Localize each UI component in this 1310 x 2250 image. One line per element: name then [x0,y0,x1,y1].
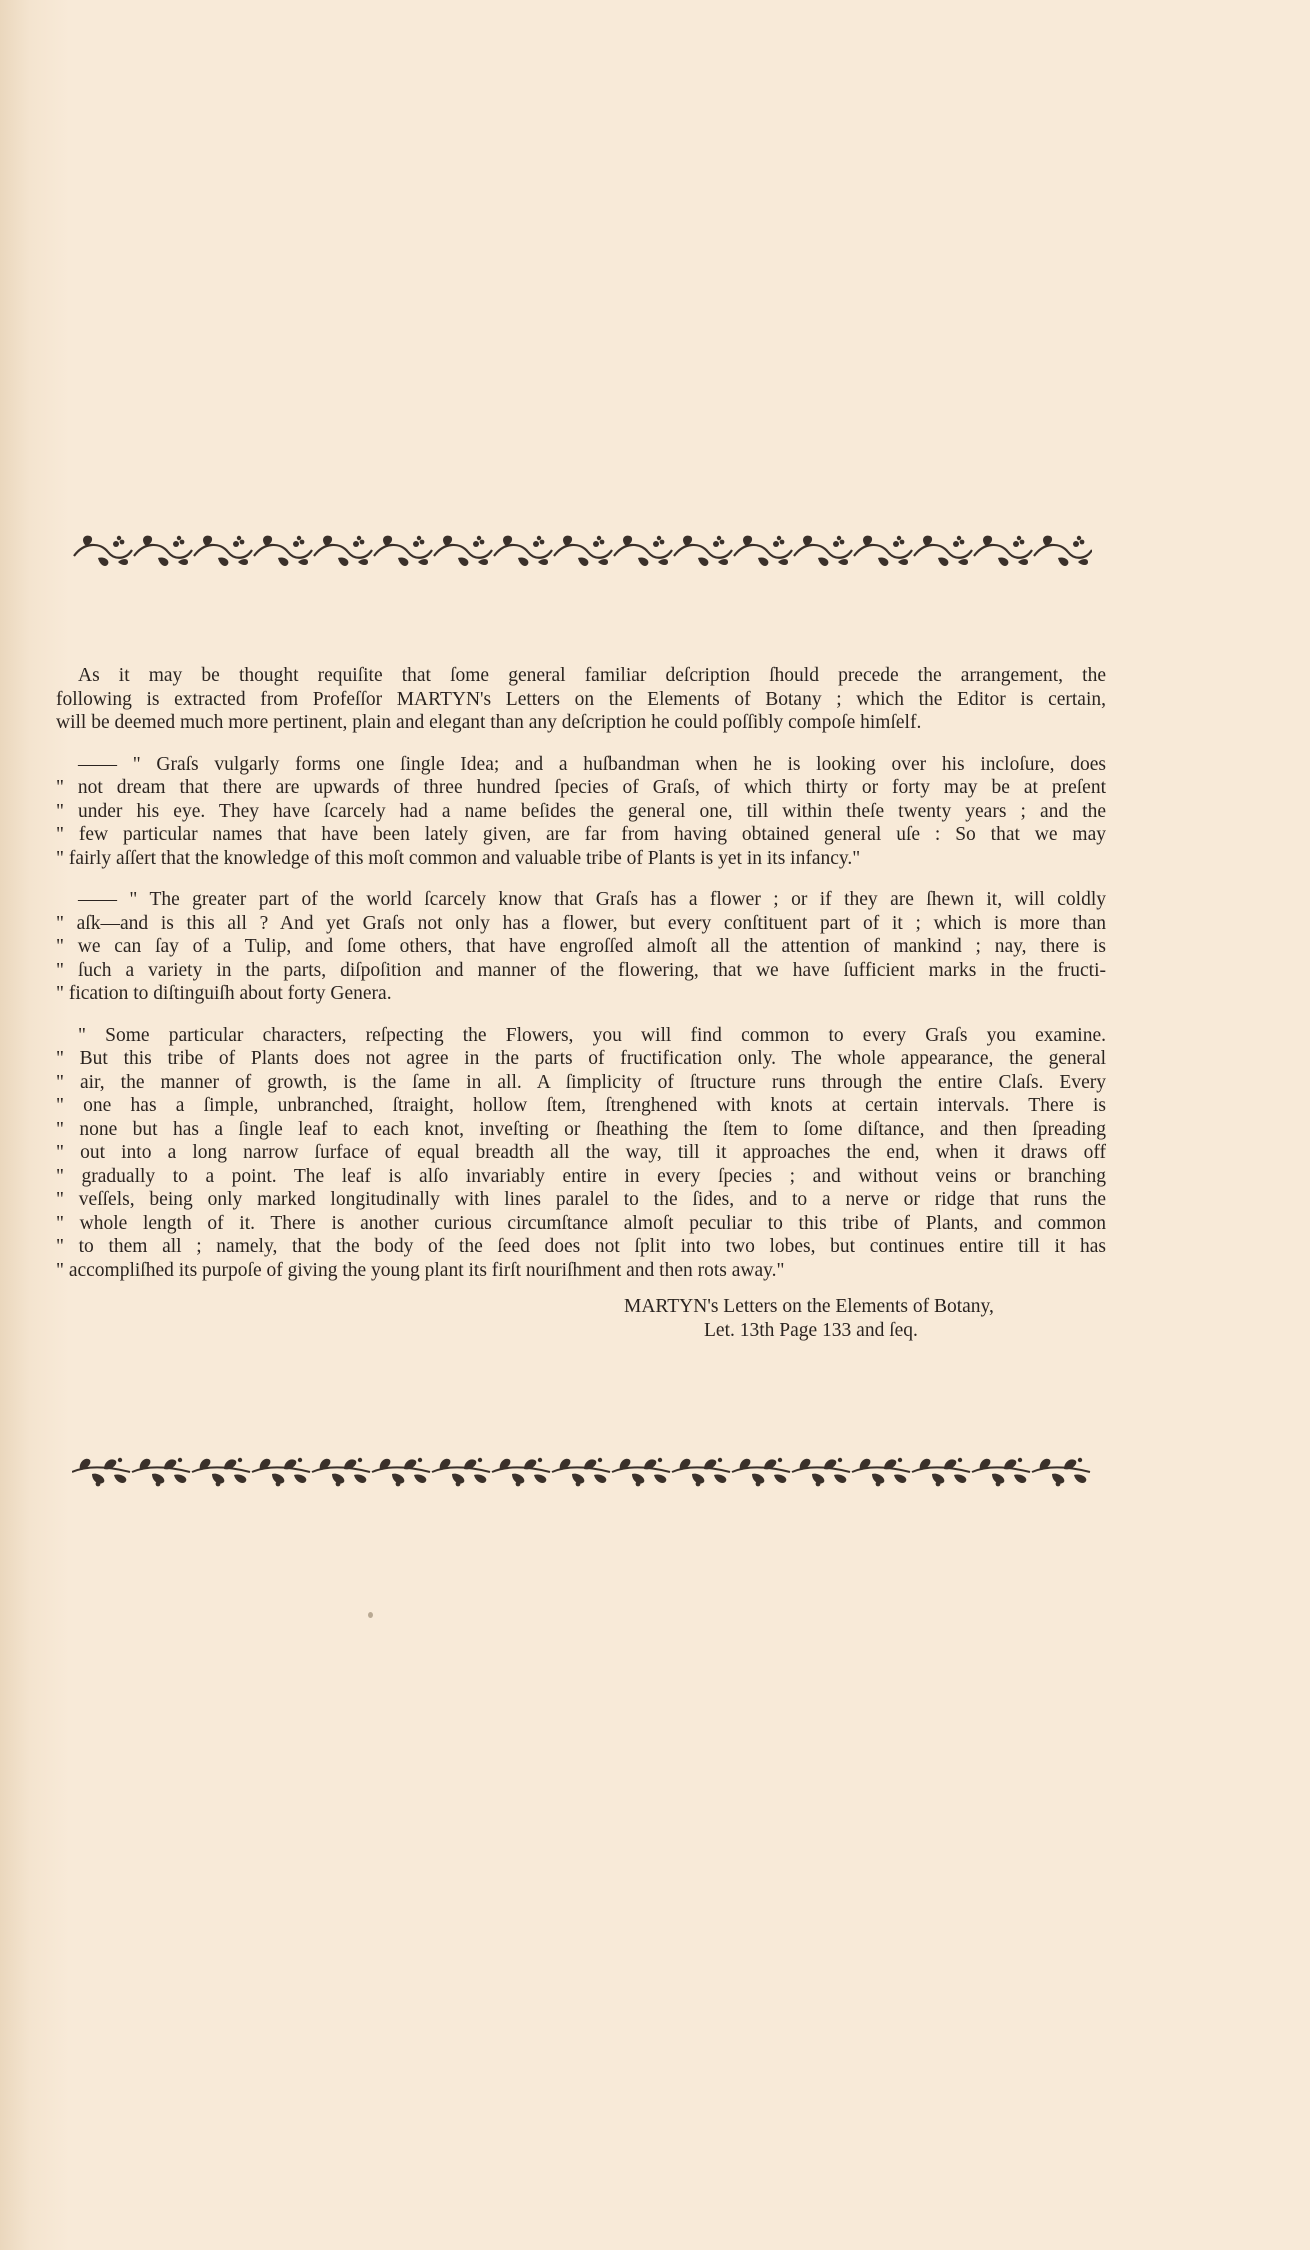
text-line: " veſſels, being only marked longitudinally with lines paralel to the ſides, and to a nerve or ridge that runs the [56,1189,1106,1210]
text-line: " few particular names that have been lately given, are far from having obtained general uſe : So that we may [56,824,1106,845]
text-line: " fairly aſſert that the knowledge of this moſt common and valuable tribe of Plants is yet in its infancy." [56,847,861,869]
text-line: —— " Graſs vulgarly forms one ſingle Idea; and a huſbandman when he is looking over his incloſure, does [78,753,1106,775]
text-line: " ſuch a variety in the parts, diſpoſition and manner of the flowering, that we have ſufficient marks in the fructi- [56,959,1106,981]
text-line: " under his eye. They have ſcarcely had a name beſides the general one, till within theſe twenty years ; and the [56,800,1106,822]
text-line: " gradually to a point. The leaf is alſo invariably entire in every ſpecies ; and without veins or branching [56,1165,1106,1187]
text-line: As it may be thought requiſite that ſome general familiar deſcription ſhould precede the arrangement, the [78,665,1106,686]
text-line: " out into a long narrow ſurface of equal breadth all the way, till it approaches the end, when it draws off [56,1142,1106,1163]
quote-paragraph-2 [56,888,1106,1006]
floral-border-bottom [72,1452,1092,1492]
floral-border-top [72,532,1092,572]
text-line: " Some particular characters, reſpecting the Flowers, you will find common to every Graſs you examine. [78,1024,1106,1046]
text-line: " fication to diſtinguiſh about forty Genera. [56,983,392,1004]
text-line: " none but has a ſingle leaf to each knot, inveſting or ſheathing the ſtem to ſome diſtance, and then ſpreading [56,1118,1106,1140]
quote-paragraph-3 [56,1024,1106,1283]
text-line: " aſk—and is this all ? And yet Graſs not only has a flower, but every conſtituent part of it ; which is more than [56,912,1106,934]
text-line: " not dream that there are upwards of three hundred ſpecies of Graſs, of which thirty or forty may be at preſent [56,777,1106,798]
text-line: will be deemed much more pertinent, plain and elegant than any deſcription he could poſſibly compoſe himſelf. [56,712,922,733]
citation [624,1295,1094,1343]
floral-leaf-icon [72,1452,1092,1492]
intro-paragraph [56,664,1106,735]
text-line: " accompliſhed its purpoſe of giving the young plant its firſt nouriſhment and then rots away." [56,1259,785,1281]
text-line: " to them all ; namely, that the body of the ſeed does not ſplit into two lobes, but continues entire till it has [56,1236,1106,1257]
text-line: " But this tribe of Plants does not agree in the parts of fructification only. The whole appearance, the general [56,1048,1106,1069]
text-line: " we can ſay of a Tulip, and ſome others, that have engroſſed almoſt all the attention of mankind ; nay, there is [56,936,1106,957]
citation-line-1: MARTYN's Letters on the Elements of Botany, [624,1296,994,1317]
text-line: " whole length of it. There is another curious circumſtance almoſt peculiar to this tribe of Plants, and common [56,1212,1106,1234]
paper-speck [368,1612,373,1618]
floral-vine-icon [72,532,1092,572]
quote-paragraph-1 [56,753,1106,871]
text-line: —— " The greater part of the world ſcarcely know that Graſs has a flower ; or if they are ſhewn it, will coldly [78,889,1106,910]
letter-extract [56,664,1106,1300]
text-line: following is extracted from Profeſſor MARTYN's Letters on the Elements of Botany ; which the Editor is certain, [56,688,1106,710]
text-line: " air, the manner of growth, is the ſame in all. A ſimplicity of ſtructure runs through the entire Claſs. Every [56,1071,1106,1093]
citation-line-2: Let. 13th Page 133 and ſeq. [704,1320,918,1341]
text-line: " one has a ſimple, unbranched, ſtraight, hollow ſtem, ſtrenghened with knots at certain intervals. There is [56,1095,1106,1116]
